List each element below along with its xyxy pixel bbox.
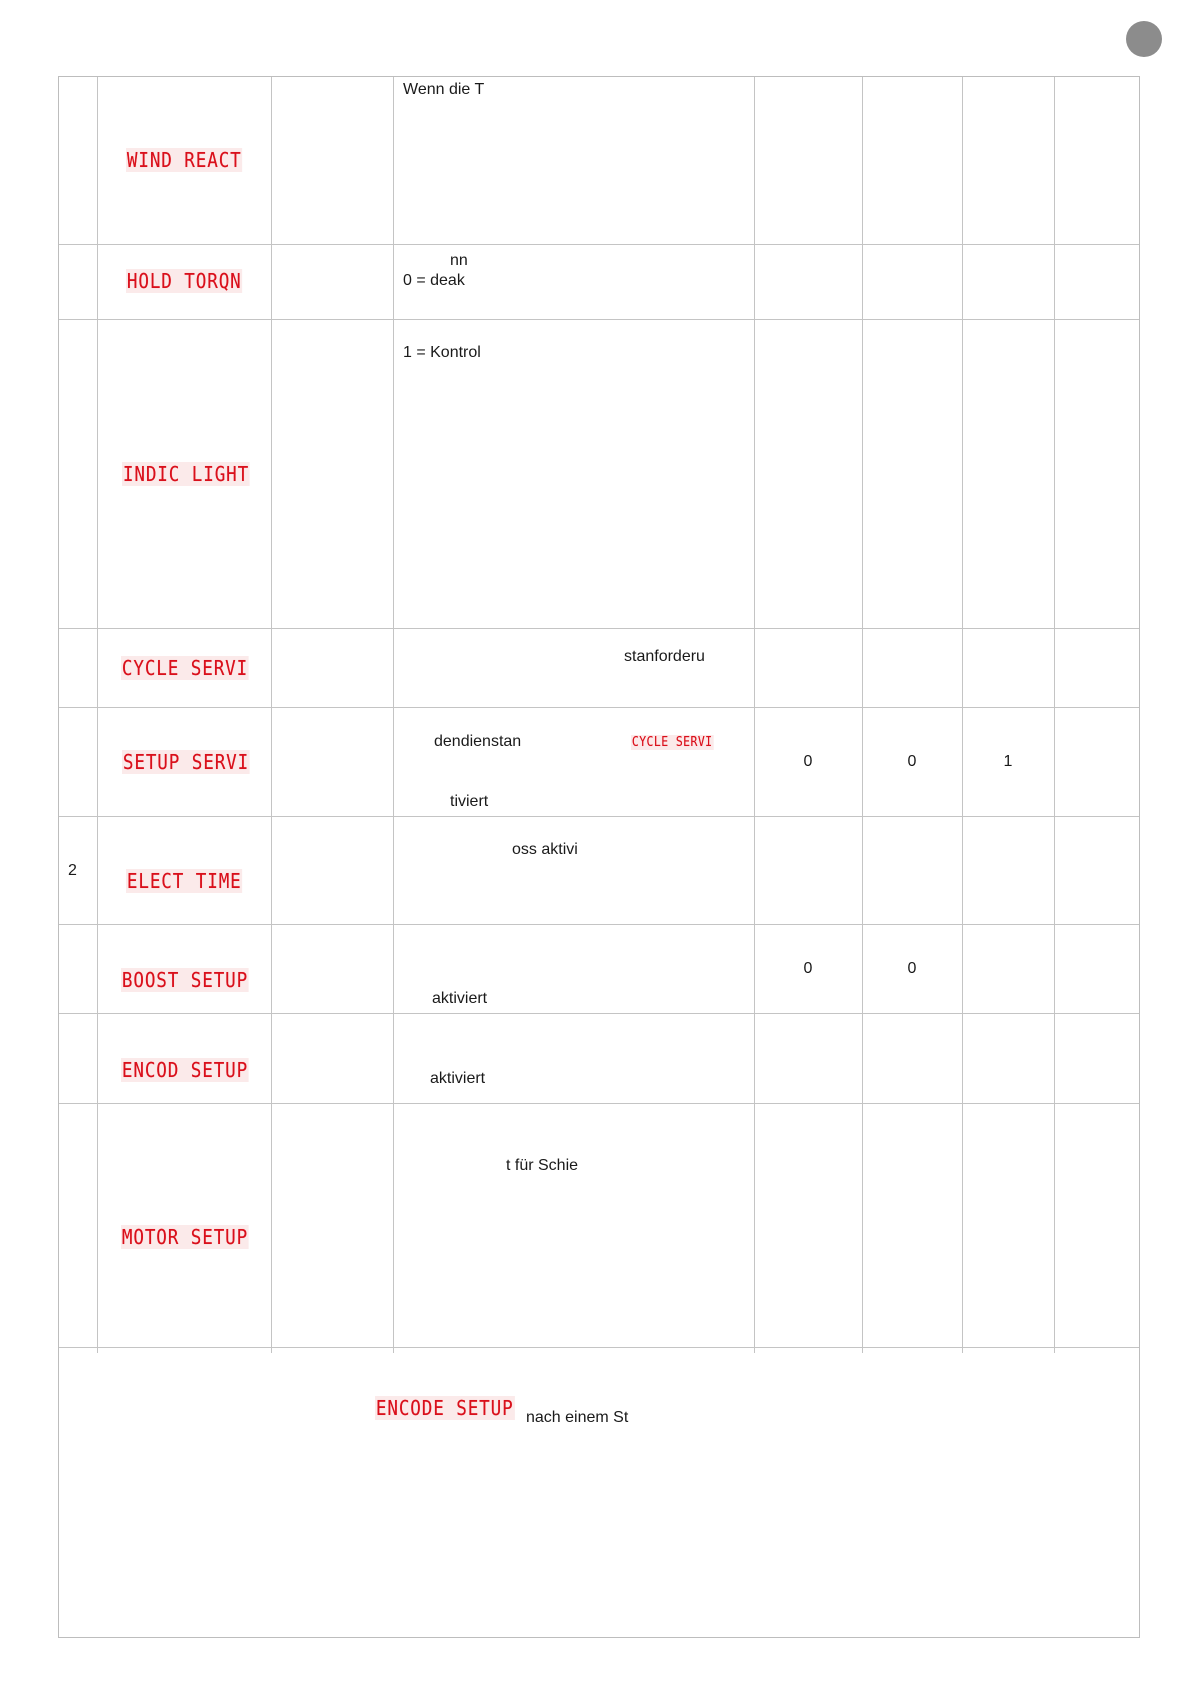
description-text: nn: [450, 252, 468, 269]
value-cell: 0: [907, 960, 917, 977]
table-frame: [58, 76, 1140, 1638]
page-marker-dot: [1126, 21, 1162, 57]
lcd-code-hold-torqn: HOLD TORQN: [126, 269, 242, 293]
lcd-code-wind-react: WIND REACT: [126, 148, 242, 172]
column-divider: [271, 77, 272, 1353]
description-text: dendienstan: [434, 733, 522, 750]
lcd-code-setup-servi: SETUP SERVI: [122, 750, 250, 774]
description-text: 1 = Kontrol: [403, 344, 481, 361]
lcd-code-boost-setup: BOOST SETUP: [121, 968, 249, 992]
note-text: nach einem St: [526, 1409, 629, 1426]
row-divider: [59, 628, 1139, 629]
column-divider: [754, 77, 755, 1353]
row-divider: [59, 244, 1139, 245]
description-text: 0 = deak: [403, 272, 465, 289]
row-divider: [59, 1347, 1139, 1348]
description-text: aktiviert: [430, 1070, 486, 1087]
lcd-code-cycle-servi: CYCLE SERVI: [121, 656, 249, 680]
description-text: Wenn die T: [403, 81, 485, 98]
row-divider: [59, 319, 1139, 320]
row-index: 2: [68, 862, 77, 879]
description-text: t für Schie: [506, 1157, 579, 1174]
row-divider: [59, 1013, 1139, 1014]
value-cell: 0: [803, 960, 813, 977]
column-divider: [862, 77, 863, 1353]
note-lcd-code: ENCODE SETUP: [375, 1396, 514, 1420]
description-text: stanforderu: [624, 648, 705, 665]
row-divider: [59, 816, 1139, 817]
description-text: aktiviert: [432, 990, 488, 1007]
lcd-code-elect-time: ELECT TIME: [126, 869, 242, 893]
row-divider: [59, 707, 1139, 708]
column-divider: [962, 77, 963, 1353]
row-divider: [59, 924, 1139, 925]
value-cell: 1: [1003, 753, 1013, 770]
lcd-code-motor-setup: MOTOR SETUP: [121, 1225, 249, 1249]
inline-lcd-code: CYCLE SERVI: [631, 735, 713, 750]
description-text: oss aktivi: [512, 841, 578, 858]
value-cell: 0: [803, 753, 813, 770]
row-divider: [59, 1103, 1139, 1104]
lcd-code-encod-setup: ENCOD SETUP: [121, 1058, 249, 1082]
column-divider: [1054, 77, 1055, 1353]
column-divider: [97, 77, 98, 1353]
value-cell: 0: [907, 753, 917, 770]
lcd-code-indic-light: INDIC LIGHT: [122, 462, 250, 486]
description-text: tiviert: [450, 793, 489, 810]
column-divider: [393, 77, 394, 1353]
